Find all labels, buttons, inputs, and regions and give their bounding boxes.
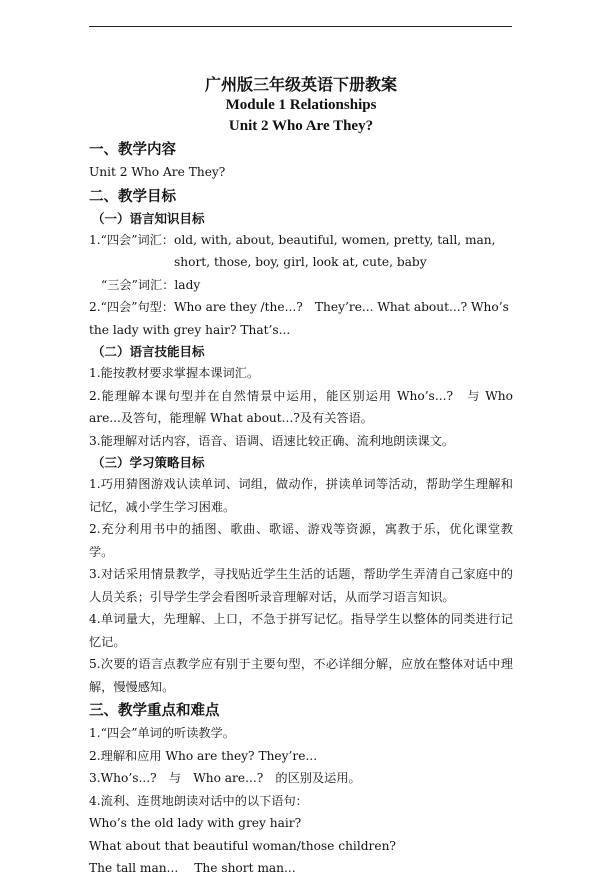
example-sentence: What about that beautiful woman/those children? xyxy=(89,838,396,853)
document-page xyxy=(89,74,513,880)
top-rule xyxy=(89,26,512,27)
vocab-four-skills xyxy=(89,229,513,274)
vocab-three-skills-text: lady xyxy=(174,277,201,292)
subheading-skills: （二）语言技能目标 xyxy=(92,344,205,359)
list-item: 5.次要的语言点教学应有别于主要句型，不必详细分解，应放在整体对话中理解，慢慢感知。 xyxy=(89,657,513,694)
content-text: Unit 2 Who Are They? xyxy=(89,165,226,179)
list-item: 1.巧用猜图游戏认读单词、词组，做动作，拼读单词等活动，帮助学生理解和记忆，减小学生学习困难。 xyxy=(89,477,513,514)
list-item: 1.能按教材要求掌握本课词汇。 xyxy=(89,366,260,380)
vocab-three-skills xyxy=(89,274,513,297)
list-item: 4.流利、连贯地朗读对话中的以下语句： xyxy=(89,793,308,808)
subheading-strategies: （三）学习策略目标 xyxy=(92,455,205,470)
title-block xyxy=(89,74,513,137)
unit-title: Unit 2 Who Are They? xyxy=(228,118,374,134)
list-item: 3.Who’s...? 与 Who are...? 的区别及运用。 xyxy=(89,771,361,785)
list-item: 2.能理解本课句型并在自然情景中运用，能区别运用 Who’s...? 与 Who are...及答句，能理解 What about...?及有关答语。 xyxy=(89,388,513,425)
example-sentence: Who’s the old lady with grey hair? xyxy=(89,816,302,830)
vocab-four-skills-text: old, with, about, beautiful, women, pretty, tall, man, short, those, boy, girl, look at, cute, baby xyxy=(174,232,496,269)
list-item: 3.能理解对话内容，语音、语调、语速比较正确、流利地朗读课文。 xyxy=(89,433,455,448)
module-title: Module 1 Relationships xyxy=(225,97,377,113)
section-heading-objectives: 二、教学目标 xyxy=(89,187,176,205)
subheading-knowledge: （一）语言知识目标 xyxy=(92,210,205,226)
example-sentence: The tall man... The short man... xyxy=(89,861,296,875)
list-item: 4.单词量大，先理解、上口，不急于拼写记忆。指导学生以整体的同类进行记忆记。 xyxy=(89,612,513,649)
list-item: 2.理解和应用 Who are they? They’re... xyxy=(89,748,318,763)
vocab-three-skills-label: “三会”词汇： xyxy=(101,277,175,292)
sentence-patterns: 2.“四会”句型：Who are they /the...? They’re... What about...? Who’s the lady with grey hair? That’s... xyxy=(89,300,509,337)
list-item: 3.对话采用情景教学，寻找贴近学生生活的话题，帮助学生弄清自己家庭中的人员关系；引导学生学会看图听录音理解对话，从而学习语言知识。 xyxy=(89,567,513,604)
section-heading-key-points: 三、教学重点和难点 xyxy=(89,702,220,719)
list-item: 2.充分利用书中的插图、歌曲、歌谣、游戏等资源，寓教于乐，优化课堂教学。 xyxy=(89,522,513,559)
doc-title: 广州版三年级英语下册教案 xyxy=(204,75,397,94)
section-heading-content: 一、教学内容 xyxy=(89,141,176,158)
vocab-four-skills-label: 1.“四会”词汇： xyxy=(89,232,175,247)
list-item: 1.“四会”单词的听读教学。 xyxy=(89,726,235,740)
